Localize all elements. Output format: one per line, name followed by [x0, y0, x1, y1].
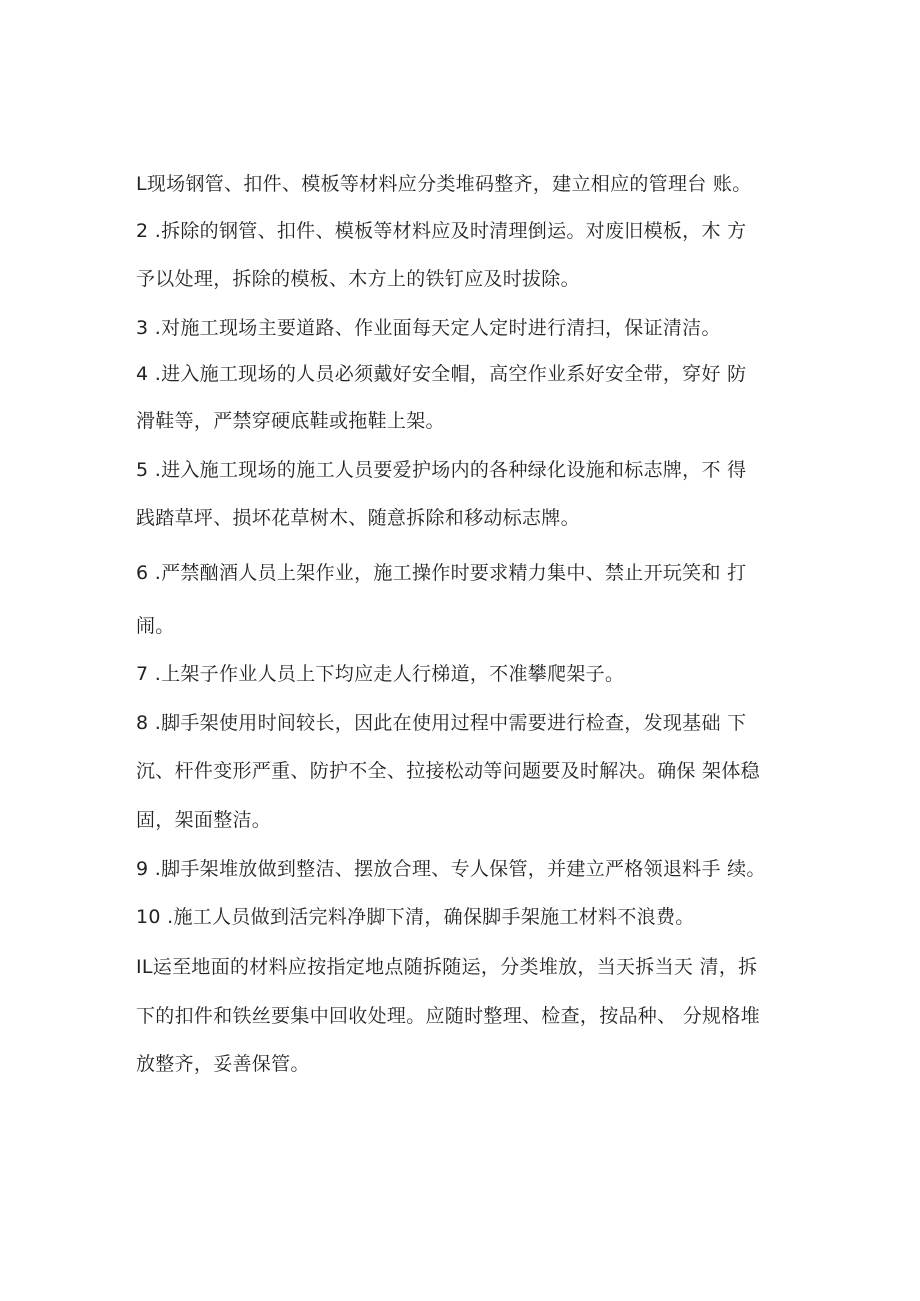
text-line-12: 8 .脚手架使用时间较长，因此在使用过程中需要进行检查，发现基础 下: [136, 712, 747, 734]
text-line-1: L现场钢管、扣件、模板等材料应分类堆码整齐，建立相应的管理台 账。: [136, 173, 752, 195]
text-line-19: 放整齐，妥善保管。: [136, 1053, 310, 1075]
text-line-9: 6 .严禁酗酒人员上架作业，施工操作时要求精力集中、禁止开玩笑和 打: [136, 562, 747, 584]
text-line-2: 2 .拆除的钢管、扣件、模板等材料应及时清理倒运。对废旧模板，木 方: [136, 220, 747, 242]
text-line-16: 10 .施工人员做到活完料净脚下清，确保脚手架施工材料不浪费。: [136, 906, 695, 928]
text-line-8: 践踏草坪、损坏花草树木、随意拆除和移动标志牌。: [136, 507, 580, 529]
text-line-14: 固，架面整洁。: [136, 809, 272, 831]
text-line-15: 9 .脚手架堆放做到整洁、摆放合理、专人保管，并建立严格领退料手 续。: [136, 858, 766, 880]
text-line-5: 4 .进入施工现场的人员必须戴好安全帽，高空作业系好安全带，穿好 防: [136, 363, 747, 385]
text-line-10: 闹。: [136, 615, 175, 637]
text-line-18: 下的扣件和铁丝要集中回收处理。应随时整理、检查，按品种、 分规格堆: [136, 1005, 760, 1027]
text-line-7: 5 .进入施工现场的施工人员要爱护场内的各种绿化设施和标志牌，不 得: [136, 459, 747, 481]
text-line-17: IL运至地面的材料应按指定地点随拆随运，分类堆放，当天拆当天 清，拆: [136, 956, 758, 978]
text-line-3: 予以处理，拆除的模板、木方上的铁钉应及时拔除。: [136, 268, 580, 290]
text-line-13: 沉、杆件变形严重、防护不全、拉接松动等问题要及时解决。确保 架体稳: [136, 760, 760, 782]
text-line-11: 7 .上架子作业人员上下均应走人行梯道，不准攀爬架子。: [136, 663, 625, 685]
text-line-6: 滑鞋等，严禁穿硬底鞋或拖鞋上架。: [136, 410, 445, 432]
text-line-4: 3 .对施工现场主要道路、作业面每天定人定时进行清扫，保证清洁。: [136, 317, 721, 339]
